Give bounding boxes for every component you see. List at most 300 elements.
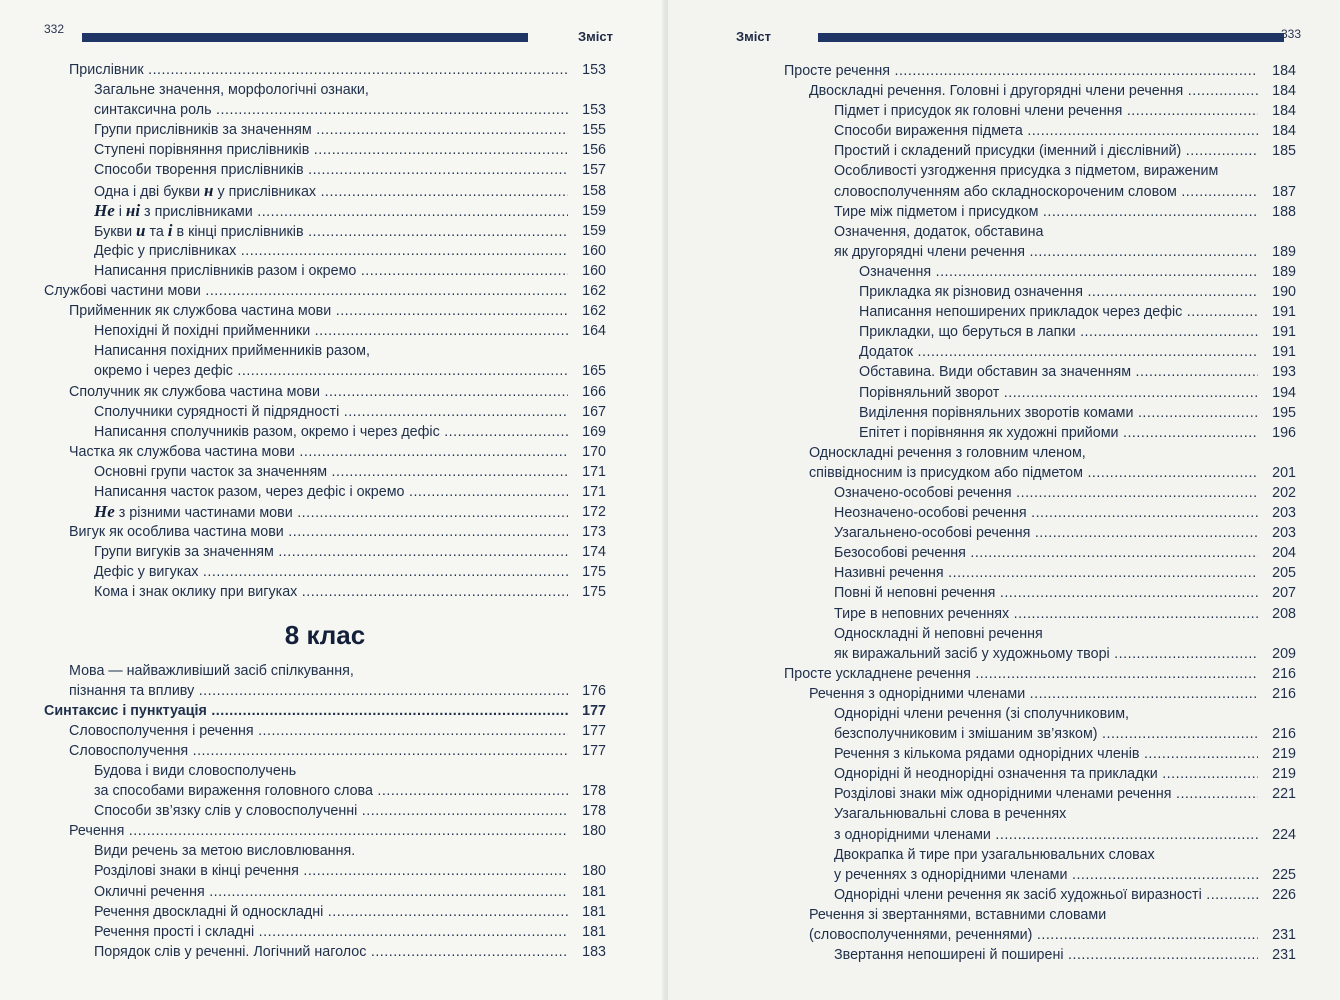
toc-entry[interactable] [784, 724, 1296, 744]
toc-entry[interactable] [44, 100, 606, 120]
toc-entry[interactable] [44, 221, 606, 241]
toc-entry-text: Означення [859, 263, 932, 280]
toc-entry[interactable] [44, 361, 606, 381]
toc-entry-title [809, 905, 1258, 925]
toc-entry[interactable] [784, 121, 1296, 141]
toc-entry-text: пізнання та впливу [69, 682, 195, 699]
toc-entry-text: Тире в неповних реченнях [834, 605, 1010, 622]
toc-entry-title [834, 242, 1258, 262]
toc-entry-text: Прислівник [69, 62, 144, 78]
toc-entry[interactable] [44, 442, 606, 462]
toc-entry-title [859, 262, 1258, 282]
toc-entry-page: 184 [1272, 83, 1296, 100]
toc-entry-page: 153 [582, 102, 606, 119]
toc-entry-title [859, 302, 1258, 322]
toc-entry-page: 170 [582, 443, 606, 460]
toc-entry-title [94, 841, 568, 861]
toc-entry-page: 156 [582, 142, 606, 159]
toc-entry-title [94, 140, 568, 160]
toc-entry-title [44, 281, 568, 301]
toc-entry-text: Епітет і порівняння як художні прийоми [859, 424, 1119, 441]
toc-entry-text: Просте речення [784, 63, 890, 79]
toc-entry-text: Розділові знаки в кінці речення [94, 863, 299, 880]
toc-entry[interactable] [44, 482, 606, 502]
toc-entry-title [834, 161, 1258, 181]
toc-entry-text: з прислівниками [140, 203, 253, 220]
toc-entry-text: Прийменник як службова частина мови [69, 303, 332, 320]
toc-entry[interactable] [784, 61, 1296, 81]
header-title-right: Зміст [736, 29, 771, 44]
toc-entry-title [834, 644, 1258, 664]
toc-entry-title [94, 462, 568, 482]
toc-entry[interactable] [784, 161, 1296, 181]
toc-entry-text: Прикладка як різновид означення [859, 284, 1083, 301]
toc-entry-title [834, 945, 1258, 965]
toc-entry[interactable] [44, 160, 606, 180]
toc-entry[interactable] [784, 242, 1296, 262]
toc-entry-page: 177 [582, 722, 606, 739]
toc-entry[interactable] [784, 543, 1296, 563]
toc-entry-page: 204 [1272, 545, 1296, 562]
toc-entry[interactable] [784, 503, 1296, 523]
toc-entry-page: 191 [1272, 324, 1296, 341]
toc-entry-title [809, 81, 1258, 101]
toc-entry-title [94, 402, 568, 422]
toc-entry-emphasis: Не [94, 502, 115, 522]
toc-entry-text: Називні речення [834, 565, 944, 582]
toc-entry-text: Речення [69, 823, 125, 840]
toc-entry[interactable] [44, 801, 606, 821]
toc-entry-page: 157 [582, 162, 606, 179]
toc-entry-text: співвідносним із присудком або підметом [809, 464, 1083, 481]
toc-entry-text: Мова — найважливіший засіб спілкування, [69, 662, 354, 679]
toc-entry-text: Речення з кількома рядами однорідних членів [834, 746, 1140, 763]
toc-entry[interactable] [44, 181, 606, 201]
toc-entry-text: Способи вираження підмета [834, 123, 1023, 140]
toc-entry[interactable] [44, 301, 606, 321]
toc-entry-title [784, 664, 1258, 684]
toc-entry-text: Сполучник як службова частина мови [69, 383, 321, 400]
toc-entry[interactable] [784, 644, 1296, 664]
toc-entry-text: Повні й неповні речення [834, 585, 996, 602]
toc-entry-page: 176 [582, 682, 606, 699]
toc-entry[interactable] [784, 945, 1296, 965]
toc-entry[interactable] [44, 761, 606, 781]
toc-entry-title [94, 361, 568, 381]
toc-entry[interactable] [44, 140, 606, 160]
toc-entry-page: 203 [1272, 505, 1296, 522]
toc-entry-page: 155 [582, 122, 606, 139]
toc-entry-title [859, 383, 1258, 403]
toc-entry-text: Односкладні речення з головним членом, [809, 444, 1086, 461]
toc-entry-title [69, 60, 568, 80]
toc-entry-title [809, 684, 1258, 704]
toc-entry-page: 160 [582, 242, 606, 259]
toc-entry[interactable] [784, 825, 1296, 845]
toc-left-top [44, 60, 606, 603]
toc-entry-title [94, 261, 568, 281]
toc-entry-page: 173 [582, 524, 606, 541]
toc-entry-title [809, 463, 1258, 483]
toc-entry-text: Речення з однорідними членами [809, 685, 1026, 702]
toc-entry[interactable] [784, 322, 1296, 342]
toc-entry-text: Непохідні й похідні прийменники [94, 323, 311, 340]
toc-entry[interactable] [784, 804, 1296, 824]
toc-entry-title [834, 543, 1258, 563]
toc-left-bottom [44, 661, 606, 962]
toc-entry-emphasis: Не [94, 200, 115, 220]
toc-entry[interactable] [44, 201, 606, 221]
toc-entry-page: 187 [1272, 183, 1296, 200]
toc-entry-title [94, 942, 568, 962]
toc-entry[interactable] [44, 781, 606, 801]
toc-entry-page: 195 [1272, 404, 1296, 421]
toc-entry[interactable] [784, 202, 1296, 222]
toc-entry-page: 203 [1272, 525, 1296, 542]
toc-entry[interactable] [784, 704, 1296, 724]
toc-entry[interactable] [44, 922, 606, 942]
toc-entry[interactable] [784, 463, 1296, 483]
toc-entry-page: 184 [1272, 103, 1296, 120]
toc-entry-page: 172 [582, 504, 606, 521]
toc-entry-page: 167 [582, 403, 606, 420]
toc-entry[interactable] [44, 841, 606, 861]
header-title-left: Зміст [578, 29, 613, 44]
toc-entry-title [44, 701, 568, 721]
toc-entry-text: Порядок слів у реченні. Логічний наголос [94, 943, 367, 960]
toc-entry-page: 180 [582, 823, 606, 840]
toc-entry[interactable] [44, 522, 606, 542]
toc-entry-page: 162 [582, 303, 606, 320]
toc-entry-page: 180 [582, 863, 606, 880]
toc-entry-text: Способи зв’язку слів у словосполученні [94, 803, 358, 820]
toc-entry-text: Написання непоширених прикладок через дефіс [859, 304, 1183, 321]
toc-entry-page: 159 [582, 202, 606, 219]
toc-entry[interactable] [44, 661, 606, 681]
toc-entry[interactable] [44, 281, 606, 301]
toc-entry[interactable] [784, 684, 1296, 704]
toc-entry-title [834, 222, 1258, 242]
toc-entry-text: Речення прості і складні [94, 923, 255, 940]
toc-entry-text: Тире між підметом і присудком [834, 203, 1039, 220]
toc-entry[interactable] [44, 582, 606, 602]
toc-entry-text: Вигук як особлива частина мови [69, 524, 284, 541]
toc-entry-title [94, 482, 568, 502]
toc-entry-text: Написання часток разом, через дефіс і окремо [94, 483, 405, 500]
toc-entry[interactable] [784, 282, 1296, 302]
toc-entry-page: 171 [582, 463, 606, 480]
toc-entry-page: 174 [582, 544, 606, 561]
toc-entry-title [834, 121, 1258, 141]
toc-entry-page: 231 [1272, 947, 1296, 964]
toc-entry[interactable] [784, 624, 1296, 644]
toc-entry-title [859, 282, 1258, 302]
toc-entry-text: Порівняльний зворот [859, 384, 1000, 401]
toc-entry-text: у реченнях з однорідними членами [834, 866, 1068, 883]
toc-entry-text: і [114, 203, 126, 220]
toc-entry[interactable] [44, 261, 606, 281]
toc-entry-text: Означено-особові речення [834, 484, 1012, 501]
toc-entry[interactable] [784, 182, 1296, 202]
toc-entry-page: 193 [1272, 364, 1296, 381]
toc-entry-title [859, 322, 1258, 342]
toc-entry-title [834, 724, 1258, 744]
toc-entry-text: Синтаксис і пунктуація [44, 702, 207, 719]
toc-entry-text: словосполученням або складноскороченим словом [834, 183, 1177, 200]
toc-entry-title [94, 241, 568, 261]
toc-entry-text: Букви [94, 223, 137, 240]
toc-entry-title [94, 761, 568, 781]
toc-entry[interactable] [44, 341, 606, 361]
toc-entry-text: як виражальний засіб у художньому творі [834, 645, 1110, 662]
toc-entry[interactable] [44, 701, 606, 721]
toc-entry-page: 181 [582, 923, 606, 940]
toc-entry-text: з різними частинами мови [114, 505, 293, 522]
toc-entry-text: Однорідні й неоднорідні означення та прикладки [834, 766, 1158, 783]
toc-entry-page: 185 [1272, 143, 1296, 160]
toc-entry-title [94, 902, 568, 922]
toc-entry[interactable] [44, 462, 606, 482]
toc-entry-title [94, 922, 568, 942]
toc-entry-page: 164 [582, 323, 606, 340]
toc-entry-title [94, 562, 568, 582]
toc-entry[interactable] [784, 383, 1296, 403]
toc-entry[interactable] [784, 101, 1296, 121]
toc-entry-emphasis: ні [125, 200, 141, 220]
toc-entry[interactable] [44, 741, 606, 761]
toc-entry-text: за способами вираження головного слова [94, 783, 373, 800]
toc-entry-title [834, 182, 1258, 202]
toc-entry-page: 216 [1272, 685, 1296, 702]
toc-entry[interactable] [44, 60, 606, 80]
toc-entry[interactable] [784, 905, 1296, 925]
toc-entry-page: 160 [582, 262, 606, 279]
toc-entry-page: 189 [1272, 243, 1296, 260]
toc-entry-title [834, 604, 1258, 624]
toc-entry-text: Розділові знаки між однорідними членами речення [834, 786, 1172, 803]
toc-entry[interactable] [44, 942, 606, 962]
toc-entry-title [834, 503, 1258, 523]
toc-entry-text: як другорядні члени речення [834, 243, 1025, 260]
toc-entry[interactable] [44, 321, 606, 341]
toc-entry-title [69, 382, 568, 402]
toc-entry-title [94, 321, 568, 341]
toc-entry-text: в кінці прислівників [172, 223, 304, 240]
toc-entry[interactable] [784, 302, 1296, 322]
toc-entry-title [834, 804, 1258, 824]
header-rule-right [818, 33, 1284, 42]
toc-entry[interactable] [784, 865, 1296, 885]
toc-entry-title [809, 925, 1258, 945]
toc-entry-page: 202 [1272, 484, 1296, 501]
toc-left [44, 60, 606, 962]
toc-entry[interactable] [784, 604, 1296, 624]
toc-entry-text: Виділення порівняльних зворотів комами [859, 404, 1134, 421]
toc-entry-page: 225 [1272, 866, 1296, 883]
toc-entry-text: Види речень за метою висловлювання. [94, 843, 356, 860]
toc-entry-title [69, 741, 568, 761]
toc-right-list [784, 61, 1296, 965]
toc-entry[interactable] [784, 664, 1296, 684]
toc-entry[interactable] [44, 422, 606, 442]
toc-entry-page: 177 [582, 742, 606, 759]
toc-entry-page: 169 [582, 423, 606, 440]
toc-entry[interactable] [784, 141, 1296, 161]
toc-entry[interactable] [784, 262, 1296, 282]
toc-entry-text: (словосполученнями, реченнями) [809, 927, 1033, 944]
toc-entry-title [94, 422, 568, 442]
toc-entry-text: Особливості узгодження присудка з підметом, вираженим [834, 163, 1219, 180]
toc-entry-page: 183 [582, 943, 606, 960]
toc-entry-text: з однорідними членами [834, 826, 991, 843]
toc-entry[interactable] [784, 483, 1296, 503]
toc-entry-page: 165 [582, 363, 606, 380]
toc-entry-page: 188 [1272, 203, 1296, 220]
toc-entry-title [69, 522, 568, 542]
toc-entry-text: Речення двоскладні й односкладні [94, 903, 324, 920]
toc-entry-title [94, 181, 568, 202]
toc-entry-page: 216 [1272, 726, 1296, 743]
toc-entry[interactable] [44, 542, 606, 562]
toc-entry-text: Словосполучення і речення [69, 722, 254, 739]
toc-entry[interactable] [784, 222, 1296, 242]
toc-entry-title [94, 100, 568, 120]
toc-entry-page: 216 [1272, 665, 1296, 682]
toc-entry-text: Групи прислівників за значенням [94, 122, 312, 139]
right-page [668, 0, 1340, 1000]
toc-entry[interactable] [784, 563, 1296, 583]
toc-entry[interactable] [784, 784, 1296, 804]
toc-entry-text: Загальне значення, морфологічні ознаки, [94, 82, 369, 99]
toc-entry[interactable] [44, 861, 606, 881]
toc-entry[interactable] [784, 423, 1296, 443]
toc-entry[interactable] [44, 402, 606, 422]
toc-entry-title [784, 61, 1258, 81]
toc-entry[interactable] [784, 925, 1296, 945]
toc-entry-text: Простий і складений присудки (іменний і дієслівний) [834, 143, 1182, 160]
toc-entry-title [94, 582, 568, 602]
toc-entry-title [94, 160, 568, 180]
toc-entry-page: 153 [582, 62, 606, 78]
toc-entry-title [94, 341, 568, 361]
toc-entry-page: 194 [1272, 384, 1296, 401]
toc-entry-page: 171 [582, 483, 606, 500]
toc-entry[interactable] [784, 81, 1296, 101]
toc-entry[interactable] [44, 120, 606, 140]
toc-entry-page: 177 [582, 702, 606, 719]
toc-entry[interactable] [784, 744, 1296, 764]
toc-entry-page: 166 [582, 383, 606, 400]
toc-entry-page: 201 [1272, 464, 1296, 481]
toc-entry[interactable] [44, 80, 606, 100]
toc-entry-title [834, 764, 1258, 784]
toc-entry[interactable] [44, 502, 606, 522]
toc-entry-title [834, 483, 1258, 503]
toc-entry-text: Двоскладні речення. Головні і другорядні члени речення [809, 83, 1184, 100]
toc-entry-page: 196 [1272, 424, 1296, 441]
toc-entry-text: Просте ускладнене речення [784, 665, 971, 682]
toc-entry-title [834, 845, 1258, 865]
toc-entry-title [834, 825, 1258, 845]
toc-entry-text: Дефіс у вигуках [94, 564, 199, 581]
toc-entry-page: 224 [1272, 826, 1296, 843]
toc-entry-text: Будова і види словосполучень [94, 763, 297, 779]
toc-entry-title [94, 882, 568, 902]
toc-entry-text: Узагальнено-особові речення [834, 525, 1031, 542]
toc-entry-page: 231 [1272, 927, 1296, 944]
toc-entry[interactable] [784, 443, 1296, 463]
toc-entry[interactable] [784, 342, 1296, 362]
toc-entry[interactable] [784, 845, 1296, 865]
toc-entry-text: Сполучники сурядності й підрядності [94, 403, 340, 420]
toc-entry[interactable] [44, 902, 606, 922]
toc-entry-text: окремо і через дефіс [94, 363, 233, 380]
toc-entry-text: Обставина. Види обставин за значенням [859, 364, 1132, 381]
toc-entry-title [94, 221, 568, 242]
toc-entry[interactable] [44, 241, 606, 261]
toc-entry-text: Частка як службова частина мови [69, 443, 295, 460]
toc-entry[interactable] [784, 362, 1296, 382]
toc-entry-text: безсполучниковим і змішаним зв’язком) [834, 726, 1098, 743]
toc-entry-page: 184 [1272, 63, 1296, 79]
left-page [0, 0, 668, 1000]
toc-entry[interactable] [44, 821, 606, 841]
toc-entry-page: 219 [1272, 766, 1296, 783]
toc-entry-title [69, 721, 568, 741]
toc-entry-title [859, 423, 1258, 443]
toc-entry[interactable] [44, 382, 606, 402]
toc-entry-text: Дефіс у прислівниках [94, 242, 237, 259]
page-number-left: 332 [44, 22, 65, 36]
toc-entry[interactable] [784, 523, 1296, 543]
toc-entry-text: Основні групи часток за значенням [94, 463, 328, 480]
toc-entry-text: Двокрапка й тире при узагальнювальних словах [834, 846, 1155, 863]
toc-entry-text: Групи вигуків за значенням [94, 544, 274, 561]
toc-entry-page: 178 [582, 803, 606, 820]
toc-entry-title [834, 624, 1258, 644]
toc-entry-text: Односкладні й неповні речення [834, 625, 1043, 642]
toc-entry-text: Речення зі звертаннями, вставними словами [809, 906, 1107, 923]
toc-entry[interactable] [44, 721, 606, 741]
toc-entry-page: 162 [582, 283, 606, 300]
toc-entry-title [809, 443, 1258, 463]
toc-entry[interactable] [784, 403, 1296, 423]
toc-entry-text: Написання сполучників разом, окремо і через дефіс [94, 423, 440, 440]
toc-entry-text: Ступені порівняння прислівників [94, 142, 310, 159]
toc-entry[interactable] [44, 882, 606, 902]
toc-entry-text: Способи творення прислівників [94, 162, 304, 179]
toc-entry[interactable] [784, 583, 1296, 603]
header-rule-left [82, 33, 528, 42]
toc-entry[interactable] [784, 764, 1296, 784]
toc-entry-title [69, 661, 568, 681]
toc-entry-title [94, 502, 568, 523]
toc-entry[interactable] [784, 885, 1296, 905]
toc-entry-title [94, 542, 568, 562]
toc-entry-text: Однорідні члени речення як засіб художньої виразності [834, 886, 1202, 903]
toc-entry-emphasis: и [136, 220, 146, 240]
toc-entry-page: 209 [1272, 645, 1296, 662]
toc-entry-text: Прикладки, що беруться в лапки [859, 324, 1076, 341]
toc-entry-page: 178 [582, 783, 606, 800]
toc-entry-page: 181 [582, 903, 606, 920]
toc-entry-page: 158 [582, 182, 606, 199]
toc-entry-title [834, 885, 1258, 905]
toc-entry[interactable] [44, 562, 606, 582]
toc-entry-title [834, 784, 1258, 804]
toc-entry-page: 191 [1272, 304, 1296, 321]
toc-entry[interactable] [44, 681, 606, 701]
